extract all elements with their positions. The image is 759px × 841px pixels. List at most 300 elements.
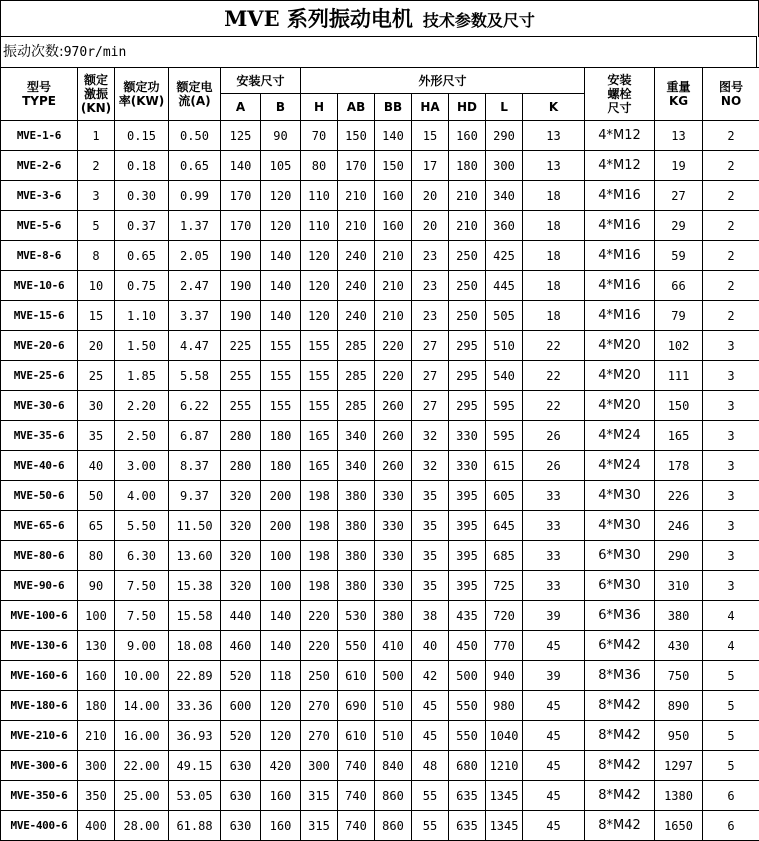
cell-bolt: 8*M36 (585, 661, 655, 691)
cell-dim-k: 39 (523, 661, 585, 691)
cell-dim-b: 140 (261, 601, 301, 631)
cell-dim-hd: 250 (449, 241, 486, 271)
cell-fig: 3 (703, 331, 759, 361)
cell-dim-ab: 240 (338, 271, 375, 301)
cell-dim-h: 110 (301, 181, 338, 211)
cell-weight: 165 (655, 421, 703, 451)
cell-force: 40 (78, 451, 115, 481)
cell-force: 10 (78, 271, 115, 301)
cell-fig: 3 (703, 451, 759, 481)
cell-dim-bb: 160 (375, 211, 412, 241)
cell-dim-a: 280 (221, 451, 261, 481)
cell-bolt: 4*M24 (585, 421, 655, 451)
table-row (1, 241, 759, 271)
cell-fig: 5 (703, 751, 759, 781)
cell-weight: 150 (655, 391, 703, 421)
cell-dim-bb: 220 (375, 331, 412, 361)
table-row (1, 301, 759, 331)
table-row (1, 181, 759, 211)
cell-dim-hd: 395 (449, 571, 486, 601)
cell-dim-b: 118 (261, 661, 301, 691)
cell-dim-b: 155 (261, 391, 301, 421)
cell-power: 16.00 (115, 721, 169, 751)
cell-dim-a: 280 (221, 421, 261, 451)
cell-weight: 950 (655, 721, 703, 751)
cell-fig: 2 (703, 241, 759, 271)
cell-bolt: 8*M42 (585, 811, 655, 841)
header-outline: 外形尺寸 (301, 68, 585, 94)
cell-dim-ha: 23 (412, 271, 449, 301)
cell-current: 2.47 (169, 271, 221, 301)
cell-dim-a: 225 (221, 331, 261, 361)
cell-dim-a: 600 (221, 691, 261, 721)
frequency-label: 振动次数: (3, 44, 64, 60)
cell-fig: 5 (703, 661, 759, 691)
cell-dim-bb: 380 (375, 601, 412, 631)
cell-dim-a: 190 (221, 301, 261, 331)
cell-dim-ha: 55 (412, 811, 449, 841)
header-install: 安装尺寸 (221, 68, 301, 94)
cell-dim-h: 165 (301, 451, 338, 481)
cell-power: 28.00 (115, 811, 169, 841)
cell-dim-k: 45 (523, 751, 585, 781)
cell-dim-b: 120 (261, 181, 301, 211)
cell-force: 65 (78, 511, 115, 541)
cell-dim-hd: 160 (449, 121, 486, 151)
cell-force: 5 (78, 211, 115, 241)
cell-weight: 246 (655, 511, 703, 541)
cell-dim-h: 220 (301, 601, 338, 631)
cell-dim-ab: 610 (338, 721, 375, 751)
cell-dim-bb: 210 (375, 301, 412, 331)
cell-dim-l: 615 (486, 451, 523, 481)
cell-dim-h: 315 (301, 781, 338, 811)
cell-bolt: 6*M30 (585, 571, 655, 601)
cell-dim-hd: 450 (449, 631, 486, 661)
cell-dim-k: 22 (523, 391, 585, 421)
cell-dim-l: 1345 (486, 811, 523, 841)
cell-dim-l: 425 (486, 241, 523, 271)
cell-fig: 2 (703, 301, 759, 331)
cell-dim-bb: 410 (375, 631, 412, 661)
cell-model: MVE-8-6 (1, 241, 78, 271)
cell-dim-h: 155 (301, 391, 338, 421)
cell-dim-a: 125 (221, 121, 261, 151)
cell-dim-l: 540 (486, 361, 523, 391)
header-current: 额定电 流(A) (169, 68, 221, 121)
table-row (1, 151, 759, 181)
cell-dim-k: 45 (523, 721, 585, 751)
cell-model: MVE-350-6 (1, 781, 78, 811)
cell-dim-a: 630 (221, 751, 261, 781)
cell-power: 0.15 (115, 121, 169, 151)
cell-dim-bb: 330 (375, 541, 412, 571)
cell-dim-hd: 395 (449, 541, 486, 571)
cell-model: MVE-180-6 (1, 691, 78, 721)
cell-dim-k: 18 (523, 211, 585, 241)
header-dim-b: B (261, 94, 301, 121)
cell-dim-h: 198 (301, 571, 338, 601)
table-row (1, 271, 759, 301)
spec-table (0, 67, 759, 841)
cell-dim-k: 18 (523, 271, 585, 301)
cell-dim-b: 90 (261, 121, 301, 151)
cell-dim-ab: 240 (338, 241, 375, 271)
cell-bolt: 4*M20 (585, 391, 655, 421)
cell-dim-k: 45 (523, 781, 585, 811)
cell-dim-b: 140 (261, 301, 301, 331)
cell-bolt: 4*M12 (585, 121, 655, 151)
cell-dim-k: 13 (523, 151, 585, 181)
header-dim-a: A (221, 94, 261, 121)
cell-model: MVE-30-6 (1, 391, 78, 421)
cell-dim-bb: 860 (375, 781, 412, 811)
cell-weight: 290 (655, 541, 703, 571)
header-bolt: 安装 螺栓 尺寸 (585, 68, 655, 121)
cell-power: 0.75 (115, 271, 169, 301)
cell-weight: 29 (655, 211, 703, 241)
cell-power: 1.50 (115, 331, 169, 361)
cell-dim-l: 505 (486, 301, 523, 331)
cell-fig: 2 (703, 181, 759, 211)
cell-dim-hd: 635 (449, 811, 486, 841)
cell-model: MVE-2-6 (1, 151, 78, 181)
cell-bolt: 6*M30 (585, 541, 655, 571)
cell-dim-hd: 635 (449, 781, 486, 811)
cell-dim-a: 520 (221, 661, 261, 691)
header-model: 型号 TYPE (1, 68, 78, 121)
cell-dim-l: 1345 (486, 781, 523, 811)
cell-model: MVE-1-6 (1, 121, 78, 151)
cell-dim-ab: 380 (338, 541, 375, 571)
table-row (1, 451, 759, 481)
cell-weight: 27 (655, 181, 703, 211)
cell-dim-ab: 150 (338, 121, 375, 151)
cell-dim-k: 45 (523, 631, 585, 661)
cell-dim-ab: 690 (338, 691, 375, 721)
cell-dim-b: 100 (261, 571, 301, 601)
cell-current: 53.05 (169, 781, 221, 811)
header-dim-bb: BB (375, 94, 412, 121)
cell-dim-ha: 40 (412, 631, 449, 661)
cell-dim-hd: 250 (449, 301, 486, 331)
cell-force: 1 (78, 121, 115, 151)
frequency-value: 970r/min (63, 45, 127, 60)
cell-dim-ha: 27 (412, 361, 449, 391)
cell-dim-b: 180 (261, 451, 301, 481)
cell-weight: 111 (655, 361, 703, 391)
cell-dim-h: 155 (301, 361, 338, 391)
cell-power: 0.37 (115, 211, 169, 241)
cell-power: 25.00 (115, 781, 169, 811)
cell-dim-ha: 35 (412, 571, 449, 601)
cell-dim-ab: 285 (338, 331, 375, 361)
cell-dim-hd: 435 (449, 601, 486, 631)
cell-dim-b: 155 (261, 361, 301, 391)
cell-current: 61.88 (169, 811, 221, 841)
cell-dim-bb: 840 (375, 751, 412, 781)
cell-force: 35 (78, 421, 115, 451)
cell-dim-hd: 680 (449, 751, 486, 781)
cell-force: 20 (78, 331, 115, 361)
cell-force: 350 (78, 781, 115, 811)
cell-bolt: 8*M42 (585, 691, 655, 721)
cell-dim-a: 460 (221, 631, 261, 661)
cell-fig: 3 (703, 421, 759, 451)
cell-dim-ab: 210 (338, 211, 375, 241)
document-title (0, 0, 759, 37)
cell-dim-h: 110 (301, 211, 338, 241)
cell-dim-l: 595 (486, 421, 523, 451)
cell-dim-b: 140 (261, 631, 301, 661)
cell-force: 2 (78, 151, 115, 181)
cell-power: 6.30 (115, 541, 169, 571)
cell-dim-b: 420 (261, 751, 301, 781)
cell-bolt: 6*M36 (585, 601, 655, 631)
cell-force: 3 (78, 181, 115, 211)
cell-dim-k: 18 (523, 241, 585, 271)
cell-dim-ha: 42 (412, 661, 449, 691)
cell-force: 100 (78, 601, 115, 631)
cell-bolt: 4*M16 (585, 271, 655, 301)
cell-dim-bb: 860 (375, 811, 412, 841)
cell-weight: 1650 (655, 811, 703, 841)
cell-dim-b: 120 (261, 211, 301, 241)
cell-dim-h: 80 (301, 151, 338, 181)
cell-dim-b: 140 (261, 271, 301, 301)
cell-power: 5.50 (115, 511, 169, 541)
cell-dim-a: 630 (221, 811, 261, 841)
cell-fig: 2 (703, 151, 759, 181)
cell-dim-ha: 23 (412, 241, 449, 271)
cell-dim-hd: 250 (449, 271, 486, 301)
cell-dim-b: 155 (261, 331, 301, 361)
cell-current: 18.08 (169, 631, 221, 661)
cell-dim-l: 1210 (486, 751, 523, 781)
cell-dim-k: 45 (523, 691, 585, 721)
cell-model: MVE-40-6 (1, 451, 78, 481)
cell-dim-ha: 32 (412, 451, 449, 481)
cell-fig: 3 (703, 511, 759, 541)
cell-dim-h: 120 (301, 301, 338, 331)
cell-weight: 226 (655, 481, 703, 511)
cell-dim-h: 220 (301, 631, 338, 661)
cell-dim-ha: 20 (412, 211, 449, 241)
cell-model: MVE-80-6 (1, 541, 78, 571)
table-row (1, 601, 759, 631)
cell-dim-b: 120 (261, 691, 301, 721)
cell-dim-a: 320 (221, 511, 261, 541)
header-dim-l: L (486, 94, 523, 121)
cell-force: 300 (78, 751, 115, 781)
cell-dim-l: 725 (486, 571, 523, 601)
table-row (1, 421, 759, 451)
cell-bolt: 4*M20 (585, 331, 655, 361)
cell-dim-hd: 295 (449, 361, 486, 391)
cell-fig: 3 (703, 541, 759, 571)
cell-dim-h: 198 (301, 511, 338, 541)
cell-dim-ha: 35 (412, 481, 449, 511)
cell-dim-h: 155 (301, 331, 338, 361)
cell-dim-h: 270 (301, 721, 338, 751)
cell-model: MVE-130-6 (1, 631, 78, 661)
cell-model: MVE-35-6 (1, 421, 78, 451)
cell-dim-hd: 500 (449, 661, 486, 691)
cell-model: MVE-10-6 (1, 271, 78, 301)
cell-bolt: 4*M20 (585, 361, 655, 391)
spec-table-body (1, 121, 759, 841)
cell-bolt: 6*M42 (585, 631, 655, 661)
cell-dim-h: 120 (301, 241, 338, 271)
cell-weight: 13 (655, 121, 703, 151)
cell-dim-ab: 610 (338, 661, 375, 691)
cell-dim-h: 165 (301, 421, 338, 451)
cell-dim-ab: 740 (338, 811, 375, 841)
cell-model: MVE-25-6 (1, 361, 78, 391)
cell-dim-bb: 260 (375, 451, 412, 481)
cell-current: 0.99 (169, 181, 221, 211)
cell-current: 6.22 (169, 391, 221, 421)
cell-fig: 5 (703, 721, 759, 751)
cell-force: 8 (78, 241, 115, 271)
cell-dim-ab: 380 (338, 571, 375, 601)
cell-dim-k: 26 (523, 421, 585, 451)
cell-dim-l: 940 (486, 661, 523, 691)
cell-weight: 178 (655, 451, 703, 481)
table-row (1, 691, 759, 721)
cell-force: 210 (78, 721, 115, 751)
cell-dim-k: 33 (523, 511, 585, 541)
header-power: 额定功 率(KW) (115, 68, 169, 121)
cell-dim-hd: 395 (449, 511, 486, 541)
cell-dim-hd: 295 (449, 331, 486, 361)
cell-dim-l: 685 (486, 541, 523, 571)
table-row (1, 121, 759, 151)
cell-fig: 2 (703, 121, 759, 151)
table-row (1, 721, 759, 751)
cell-weight: 102 (655, 331, 703, 361)
cell-dim-l: 980 (486, 691, 523, 721)
cell-fig: 2 (703, 271, 759, 301)
cell-dim-h: 198 (301, 541, 338, 571)
cell-dim-k: 22 (523, 331, 585, 361)
cell-model: MVE-65-6 (1, 511, 78, 541)
cell-dim-l: 645 (486, 511, 523, 541)
cell-power: 1.10 (115, 301, 169, 331)
cell-dim-l: 510 (486, 331, 523, 361)
header-dim-ha: HA (412, 94, 449, 121)
cell-model: MVE-15-6 (1, 301, 78, 331)
cell-bolt: 8*M42 (585, 751, 655, 781)
cell-dim-hd: 210 (449, 181, 486, 211)
cell-fig: 2 (703, 211, 759, 241)
cell-dim-h: 250 (301, 661, 338, 691)
table-row (1, 571, 759, 601)
cell-dim-k: 33 (523, 571, 585, 601)
cell-dim-h: 120 (301, 271, 338, 301)
table-row (1, 751, 759, 781)
cell-current: 11.50 (169, 511, 221, 541)
cell-power: 2.50 (115, 421, 169, 451)
cell-model: MVE-50-6 (1, 481, 78, 511)
cell-weight: 310 (655, 571, 703, 601)
cell-bolt: 4*M16 (585, 301, 655, 331)
cell-dim-ha: 48 (412, 751, 449, 781)
cell-bolt: 4*M16 (585, 181, 655, 211)
table-row (1, 811, 759, 841)
cell-power: 14.00 (115, 691, 169, 721)
title-main: MVE 系列振动电机 (224, 6, 413, 31)
cell-dim-l: 340 (486, 181, 523, 211)
cell-weight: 430 (655, 631, 703, 661)
cell-dim-ha: 20 (412, 181, 449, 211)
cell-dim-a: 320 (221, 571, 261, 601)
cell-force: 15 (78, 301, 115, 331)
cell-current: 2.05 (169, 241, 221, 271)
cell-weight: 1380 (655, 781, 703, 811)
cell-bolt: 4*M24 (585, 451, 655, 481)
cell-dim-bb: 210 (375, 241, 412, 271)
cell-dim-ab: 740 (338, 781, 375, 811)
cell-dim-ab: 550 (338, 631, 375, 661)
cell-dim-ha: 45 (412, 721, 449, 751)
cell-dim-hd: 180 (449, 151, 486, 181)
cell-dim-bb: 210 (375, 271, 412, 301)
cell-dim-bb: 140 (375, 121, 412, 151)
cell-dim-bb: 510 (375, 721, 412, 751)
cell-dim-bb: 330 (375, 571, 412, 601)
cell-dim-bb: 500 (375, 661, 412, 691)
cell-force: 50 (78, 481, 115, 511)
cell-model: MVE-20-6 (1, 331, 78, 361)
cell-power: 3.00 (115, 451, 169, 481)
table-row (1, 211, 759, 241)
cell-power: 0.65 (115, 241, 169, 271)
table-row (1, 331, 759, 361)
cell-dim-a: 255 (221, 361, 261, 391)
cell-dim-ab: 340 (338, 421, 375, 451)
cell-dim-bb: 260 (375, 391, 412, 421)
cell-model: MVE-300-6 (1, 751, 78, 781)
cell-dim-k: 13 (523, 121, 585, 151)
cell-dim-ha: 17 (412, 151, 449, 181)
cell-dim-l: 300 (486, 151, 523, 181)
cell-weight: 750 (655, 661, 703, 691)
cell-dim-bb: 150 (375, 151, 412, 181)
cell-dim-hd: 295 (449, 391, 486, 421)
cell-dim-bb: 510 (375, 691, 412, 721)
cell-dim-b: 100 (261, 541, 301, 571)
cell-dim-hd: 550 (449, 721, 486, 751)
table-row (1, 361, 759, 391)
cell-weight: 380 (655, 601, 703, 631)
cell-dim-ab: 240 (338, 301, 375, 331)
cell-dim-ha: 32 (412, 421, 449, 451)
cell-dim-bb: 260 (375, 421, 412, 451)
cell-dim-l: 1040 (486, 721, 523, 751)
cell-dim-k: 26 (523, 451, 585, 481)
cell-fig: 4 (703, 601, 759, 631)
cell-force: 180 (78, 691, 115, 721)
cell-dim-h: 70 (301, 121, 338, 151)
cell-dim-ab: 380 (338, 511, 375, 541)
cell-dim-a: 190 (221, 241, 261, 271)
cell-dim-k: 22 (523, 361, 585, 391)
cell-dim-b: 160 (261, 811, 301, 841)
cell-current: 1.37 (169, 211, 221, 241)
cell-fig: 6 (703, 811, 759, 841)
cell-dim-ha: 27 (412, 391, 449, 421)
